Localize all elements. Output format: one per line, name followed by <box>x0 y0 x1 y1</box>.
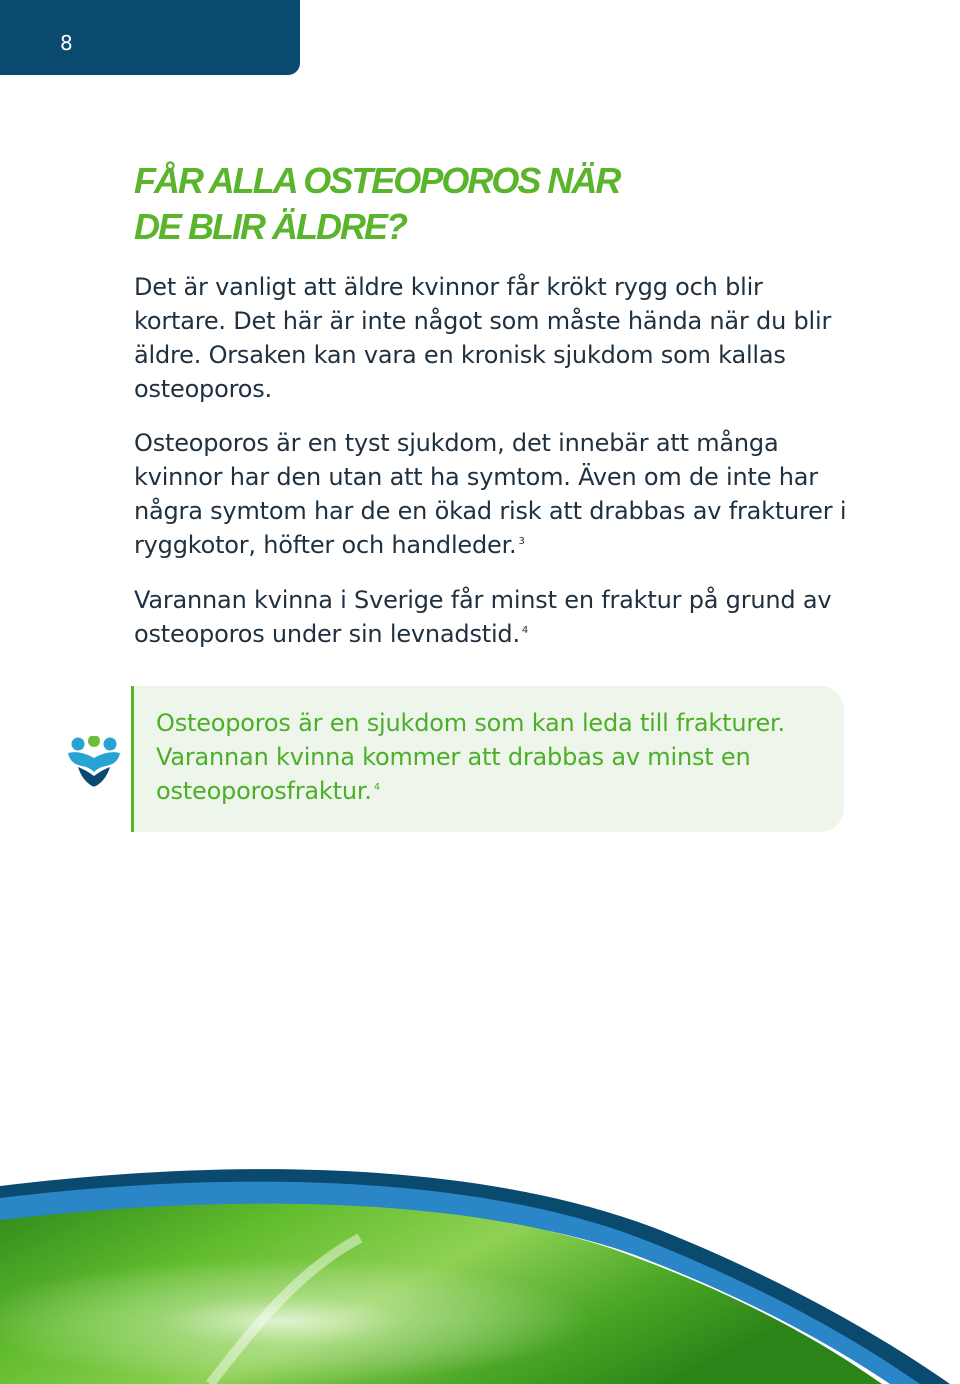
paragraph-3-reference: 4 <box>521 625 529 636</box>
paragraph-2-text: Osteoporos är en tyst sjukdom, det innebär att många kvinnor har den utan att ha symtom. Även om de inte har några symtom har de en ökad risk att drabbas av frakturer i ryggkotor, höfter och handleder. <box>134 429 847 559</box>
callout-reference: 4 <box>373 782 380 793</box>
decorative-wave <box>0 1150 960 1384</box>
callout-text-body: Osteoporos är en sjukdom som kan leda till frakturer. Varannan kvinna kommer att drabbas av minst en osteoporosfraktur. <box>156 709 785 805</box>
paragraph-2 <box>134 426 854 562</box>
people-logo-icon <box>66 736 122 788</box>
page-tab <box>0 0 300 75</box>
paragraph-1 <box>134 270 854 406</box>
page-heading <box>134 158 814 250</box>
logo-head-right <box>104 738 117 751</box>
paragraph-2-reference: 3 <box>518 536 525 547</box>
page-number: 8 <box>60 31 73 55</box>
callout-text <box>156 706 836 808</box>
paragraph-3-text: Varannan kvinna i Sverige får minst en fraktur på grund av osteoporos under sin levnadstid. <box>134 586 832 648</box>
heading-line-1: FÅR ALLA OSTEOPOROS NÄR <box>134 160 620 201</box>
paragraph-1-text: Det är vanligt att äldre kvinnor får krökt rygg och blir kortare. Det här är inte något som måste hända när du blir äldre. Orsaken kan vara en kronisk sjukdom som kallas osteoporos. <box>134 273 832 403</box>
paragraph-3 <box>134 583 854 651</box>
heading-line-2: DE BLIR ÄLDRE? <box>134 206 406 247</box>
logo-arms <box>68 752 120 772</box>
logo-head-center <box>88 736 100 747</box>
logo-head-left <box>72 738 85 751</box>
